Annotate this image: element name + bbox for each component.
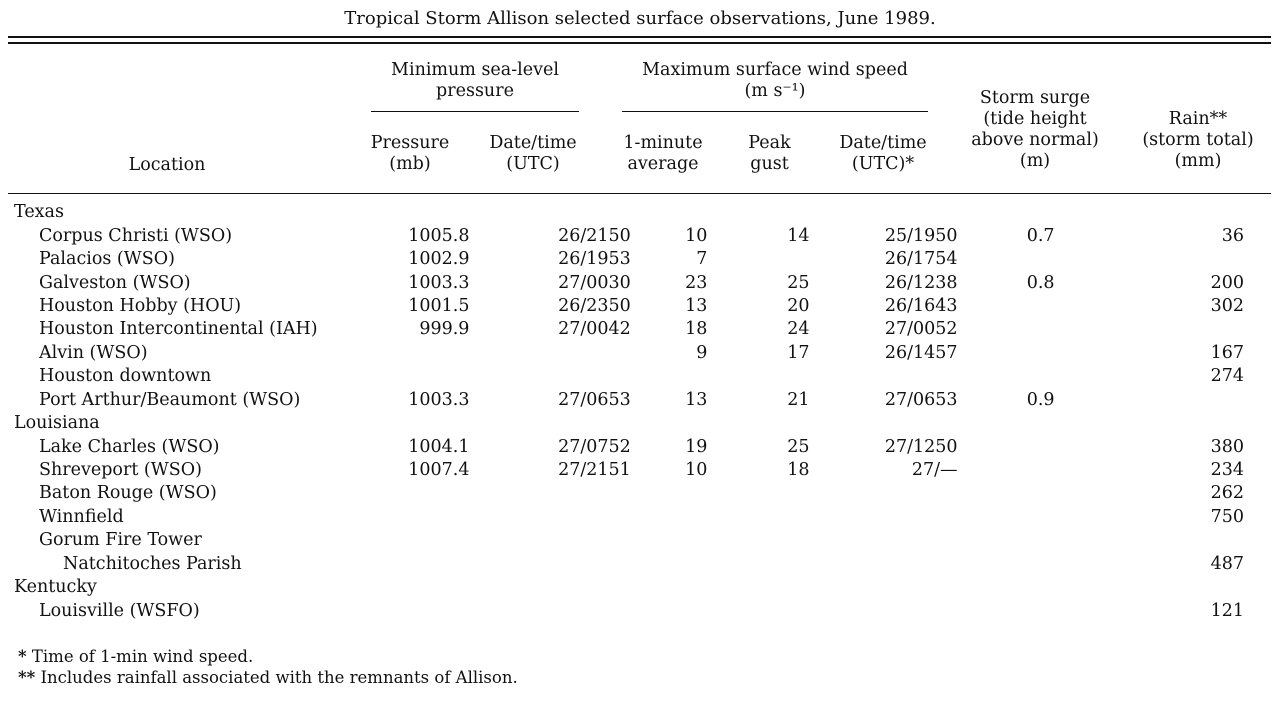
footnote: * Time of 1-min wind speed. [18,647,254,666]
rain-cell: 487 [1210,553,1244,574]
rain-cell: 200 [1210,272,1244,293]
rain-cell: 234 [1210,460,1244,481]
rain-cell: 167 [1210,342,1244,363]
table-row [14,248,1264,271]
pressure-datetime-cell [469,482,630,505]
wind-average-cell [631,599,708,622]
wind-datetime-cell: 26/1457 [884,342,958,363]
table-row [14,318,1264,341]
pressure-cell [378,599,470,622]
pressure-cell: 1002.9 [408,249,470,270]
location-cell: Baton Rouge (WSO) [39,483,217,504]
storm-surge-cell [958,482,1055,505]
pressure-cell [378,576,470,599]
pressure-datetime-cell: 26/1953 [558,249,631,270]
pressure-datetime-cell [469,529,630,552]
table-row [14,224,1264,247]
pressure-cell: 1001.5 [408,295,470,316]
pressure-cell [378,365,470,388]
pressure-cell [378,553,470,576]
pressure-cell: 1003.3 [408,272,470,293]
table-row [14,365,1264,388]
wind-average-cell: 19 [685,436,708,457]
storm-surge-cell [958,342,1055,365]
wind-datetime-cell [809,599,957,622]
rain-cell: 262 [1210,483,1244,504]
header-pressure-datetime: Date/time (UTC) [489,133,577,174]
header-peak-gust: Peak gust [748,133,791,174]
rain-cell: 274 [1210,366,1244,387]
table-row [14,435,1264,458]
rain-cell [1055,318,1264,341]
wind-datetime-cell: 26/1643 [884,295,958,316]
wind-datetime-cell: 27/— [911,460,958,481]
wind-average-cell: 13 [685,295,708,316]
peak-gust-cell [707,365,809,388]
location-cell: Palacios (WSO) [39,249,175,270]
peak-gust-cell [707,553,809,576]
wind-average-cell: 7 [696,249,708,270]
pressure-cell: 1004.1 [408,436,470,457]
wind-datetime-cell: 25/1950 [884,225,958,246]
location-cell: Louisville (WSFO) [39,600,200,621]
wind-datetime-cell: 27/0052 [884,319,958,340]
wind-datetime-cell [809,365,957,388]
peak-gust-cell [707,506,809,529]
table-row [14,295,1264,318]
pressure-group-rule [371,111,579,112]
pressure-datetime-cell [469,506,630,529]
header-rule [8,193,1271,194]
peak-gust-cell: 14 [787,225,810,246]
storm-surge-cell [958,599,1055,622]
location-cell: Houston Intercontinental (IAH) [39,319,318,340]
footnote: ** Includes rainfall associated with the remnants of Allison. [18,668,518,687]
peak-gust-cell: 21 [787,389,810,410]
header-location: Location [128,155,206,175]
wind-datetime-cell: 27/0653 [884,389,958,410]
header-rain: Rain** (storm total) (mm) [1142,109,1254,171]
wind-average-cell [631,482,708,505]
location-cell: Winnfield [39,506,124,527]
rain-cell [1055,412,1264,435]
rain-cell [1055,529,1264,552]
pressure-datetime-cell: 26/2150 [558,225,631,246]
pressure-cell: 1003.3 [408,389,470,410]
pressure-datetime-cell: 27/0030 [558,272,631,293]
storm-surge-cell: 0.7 [1026,225,1055,246]
header-storm-surge: Storm surge (tide height above normal) (m) [971,88,1099,171]
location-cell: Kentucky [14,577,97,598]
pressure-cell [378,342,470,365]
storm-surge-cell [958,295,1055,318]
rain-cell [1055,389,1264,412]
location-cell: Louisiana [14,413,100,434]
pressure-datetime-cell: 27/0653 [558,389,631,410]
location-cell: Houston Hobby (HOU) [39,295,242,316]
footnotes [18,646,518,688]
location-cell: Shreveport (WSO) [39,460,202,481]
location-cell: Natchitoches Parish [63,553,242,574]
pressure-datetime-cell [469,412,630,435]
header-pressure: Pressure (mb) [370,133,450,174]
peak-gust-cell: 24 [787,319,810,340]
wind-datetime-cell [809,553,957,576]
rain-cell: 380 [1210,436,1244,457]
peak-gust-cell: 18 [787,460,810,481]
wind-average-cell: 23 [685,272,708,293]
wind-average-cell: 10 [685,460,708,481]
peak-gust-cell [707,599,809,622]
table-row [14,342,1264,365]
peak-gust-cell [707,529,809,552]
rain-cell: 36 [1221,225,1244,246]
wind-datetime-cell [809,576,957,599]
storm-surge-cell [958,365,1055,388]
wind-datetime-cell [809,482,957,505]
location-cell: Texas [14,202,64,223]
wind-average-cell [631,365,708,388]
pressure-cell [378,506,470,529]
table-row [14,389,1264,412]
wind-average-cell: 10 [685,225,708,246]
wind-average-cell [631,576,708,599]
pressure-datetime-cell: 26/2350 [558,295,631,316]
peak-gust-cell [707,248,809,271]
pressure-cell: 1005.8 [408,225,470,246]
pressure-datetime-cell: 27/0752 [558,436,631,457]
header-pressure-group: Minimum sea-level pressure [391,60,559,101]
state-row [14,412,1264,435]
peak-gust-cell [707,201,809,224]
top-rule-second [8,42,1271,44]
wind-datetime-cell [809,529,957,552]
storm-surge-cell: 0.8 [1026,272,1055,293]
pressure-cell: 999.9 [419,319,470,340]
wind-average-cell [631,529,708,552]
location-cell: Lake Charles (WSO) [39,436,220,457]
wind-average-cell: 9 [696,342,708,363]
top-rule [8,36,1271,38]
table-row [14,271,1264,294]
pressure-datetime-cell [469,576,630,599]
storm-surge-cell [958,318,1055,341]
pressure-datetime-cell [469,599,630,622]
rain-cell: 302 [1210,295,1244,316]
state-row [14,201,1264,224]
table-row [14,482,1264,505]
location-cell: Gorum Fire Tower [39,530,202,551]
storm-surge-cell [958,412,1055,435]
rain-cell [1055,201,1264,224]
location-cell: Alvin (WSO) [39,342,148,363]
storm-surge-cell [958,576,1055,599]
storm-surge-cell [958,553,1055,576]
wind-average-cell [631,201,708,224]
wind-datetime-cell [809,201,957,224]
table-row [14,459,1264,482]
wind-datetime-cell: 26/1238 [884,272,958,293]
storm-surge-cell [958,201,1055,224]
wind-average-cell [631,553,708,576]
observations-table [14,201,1264,623]
header-wind-datetime: Date/time (UTC)* [839,133,927,174]
wind-average-cell: 18 [685,319,708,340]
pressure-cell: 1007.4 [408,460,470,481]
rain-cell [1055,576,1264,599]
pressure-datetime-cell [469,365,630,388]
storm-surge-cell [958,459,1055,482]
storm-surge-cell [958,435,1055,458]
pressure-datetime-cell [469,342,630,365]
location-cell: Houston downtown [39,366,212,387]
storm-surge-cell [958,506,1055,529]
peak-gust-cell [707,482,809,505]
peak-gust-cell: 17 [787,342,810,363]
peak-gust-cell: 25 [787,436,810,457]
table-caption: Tropical Storm Allison selected surface observations, June 1989. [344,8,936,29]
peak-gust-cell: 25 [787,272,810,293]
storm-surge-cell [958,248,1055,271]
rain-cell [1055,248,1264,271]
table-row [14,553,1264,576]
storm-surge-cell [958,529,1055,552]
location-cell: Port Arthur/Beaumont (WSO) [39,389,301,410]
peak-gust-cell: 20 [787,295,810,316]
pressure-datetime-cell: 27/0042 [558,319,631,340]
table-row [14,599,1264,622]
peak-gust-cell [707,576,809,599]
pressure-cell [378,482,470,505]
header-1min-average: 1-minute average [623,133,703,174]
pressure-datetime-cell [469,201,630,224]
wind-datetime-cell [809,412,957,435]
peak-gust-cell [707,412,809,435]
wind-datetime-cell: 27/1250 [884,436,958,457]
table-row [14,529,1264,552]
wind-average-cell [631,412,708,435]
rain-cell: 121 [1210,600,1244,621]
wind-datetime-cell: 26/1754 [884,249,958,270]
header-wind-group: Maximum surface wind speed (m s⁻¹) [642,60,908,101]
pressure-datetime-cell [469,553,630,576]
table-row [14,506,1264,529]
storm-surge-cell: 0.9 [1026,389,1055,410]
pressure-cell [378,201,470,224]
location-cell: Corpus Christi (WSO) [39,225,233,246]
state-row [14,576,1264,599]
pressure-datetime-cell: 27/2151 [558,460,631,481]
location-cell: Galveston (WSO) [39,272,191,293]
pressure-cell [378,412,470,435]
wind-group-rule [622,111,928,112]
wind-average-cell: 13 [685,389,708,410]
rain-cell: 750 [1210,506,1244,527]
wind-average-cell [631,506,708,529]
pressure-cell [378,529,470,552]
wind-datetime-cell [809,506,957,529]
